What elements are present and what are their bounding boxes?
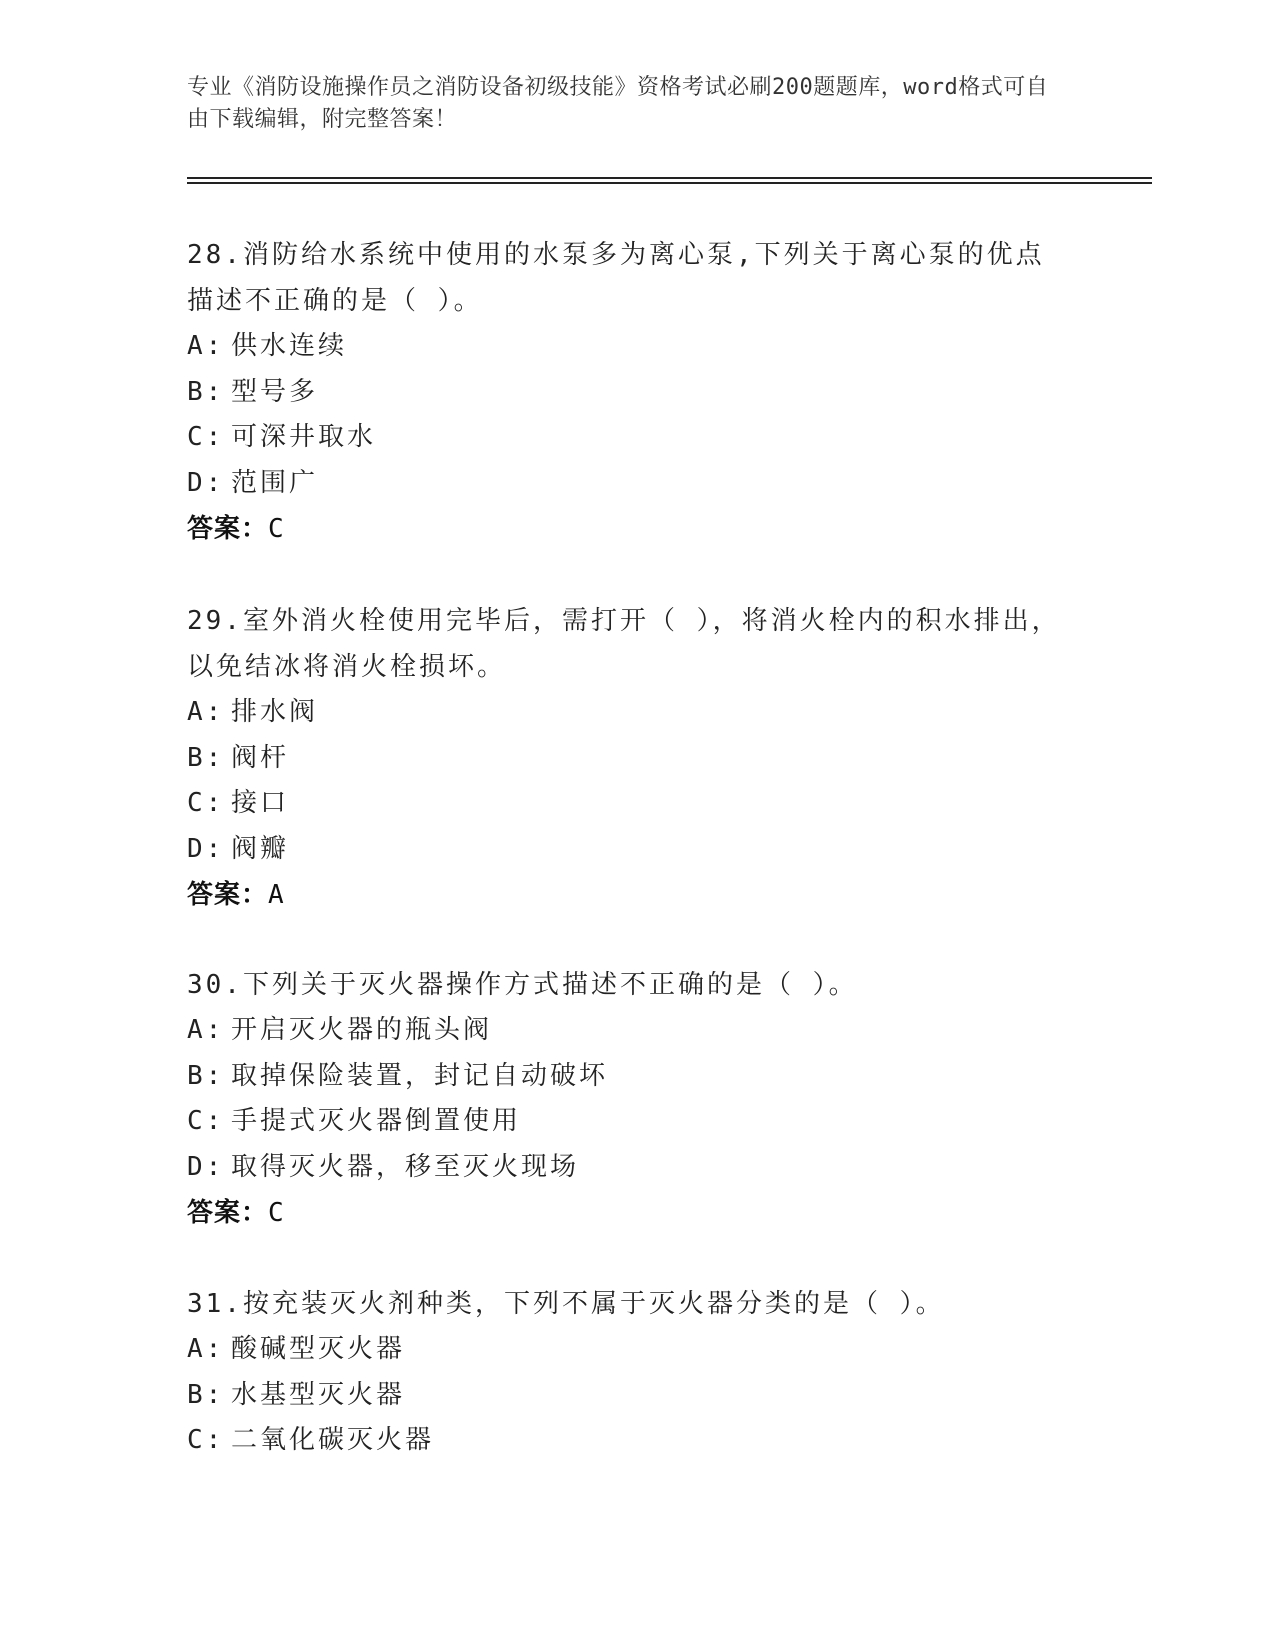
- header-divider-top: [187, 177, 1152, 179]
- answer-line: [187, 1190, 1067, 1236]
- question-stem: 30.下列关于灭火器操作方式描述不正确的是（ ）。: [187, 970, 858, 1000]
- option-text: 供水连续: [231, 331, 348, 361]
- option-a: [187, 1327, 1067, 1373]
- option-list: [187, 1327, 1067, 1464]
- option-d: [187, 1145, 1067, 1191]
- option-d: [187, 827, 1067, 873]
- option-letter: C:: [187, 422, 225, 452]
- option-text: 接口: [231, 788, 290, 818]
- answer-value: C: [268, 1198, 285, 1228]
- question-28: [187, 232, 1067, 552]
- option-text: 手提式灭火器倒置使用: [231, 1106, 522, 1136]
- option-letter: C:: [187, 1425, 225, 1455]
- option-d: [187, 461, 1067, 507]
- option-b: [187, 1373, 1067, 1419]
- option-list: [187, 1008, 1067, 1190]
- question-stem: 31.按充装灭火剂种类，下列不属于灭火器分类的是（ ）。: [187, 1289, 945, 1319]
- option-text: 取得灭火器，移至灭火现场: [231, 1151, 580, 1182]
- option-letter: A:: [187, 1015, 225, 1045]
- option-text: 取掉保险装置，封记自动破坏: [231, 1060, 609, 1091]
- option-letter: D:: [187, 1151, 225, 1182]
- option-text: 二氧化碳灭火器: [231, 1425, 435, 1455]
- answer-value: C: [268, 514, 285, 544]
- option-letter: A:: [187, 1334, 225, 1364]
- question-30: [187, 962, 1067, 1236]
- header-divider-bottom: [187, 182, 1152, 184]
- option-text: 排水阀: [231, 697, 319, 727]
- option-letter: D:: [187, 467, 225, 498]
- answer-label: 答案：: [187, 880, 269, 910]
- option-text: 阀瓣: [231, 833, 290, 864]
- option-a: [187, 690, 1067, 736]
- option-list: [187, 324, 1067, 506]
- option-text: 阀杆: [231, 742, 290, 773]
- option-list: [187, 690, 1067, 872]
- answer-value: A: [268, 880, 285, 910]
- option-letter: C:: [187, 788, 225, 818]
- option-b: [187, 736, 1067, 782]
- option-text: 开启灭火器的瓶头阀: [231, 1015, 493, 1045]
- option-c: [187, 1099, 1067, 1145]
- document-header: 专业《消防设施操作员之消防设备初级技能》资格考试必刷200题题库，word格式可自由下载编辑，附完整答案！: [187, 75, 1049, 132]
- option-letter: A:: [187, 331, 225, 361]
- question-29: [187, 598, 1067, 918]
- option-letter: B:: [187, 376, 225, 407]
- answer-label: 答案：: [187, 1198, 269, 1228]
- answer-line: [187, 872, 1067, 918]
- option-c: [187, 1418, 1067, 1464]
- option-c: [187, 781, 1067, 827]
- option-text: 型号多: [231, 376, 319, 407]
- answer-label: 答案：: [187, 514, 269, 544]
- question-stem: 28.消防给水系统中使用的水泵多为离心泵,下列关于离心泵的优点描述不正确的是（ ）。: [187, 240, 1045, 316]
- option-b: [187, 1054, 1067, 1100]
- option-letter: B:: [187, 742, 225, 773]
- option-letter: C:: [187, 1106, 225, 1136]
- option-letter: B:: [187, 1379, 225, 1410]
- option-b: [187, 370, 1067, 416]
- option-text: 可深井取水: [231, 422, 377, 452]
- answer-line: [187, 506, 1067, 552]
- option-a: [187, 324, 1067, 370]
- option-c: [187, 415, 1067, 461]
- option-letter: A:: [187, 697, 225, 727]
- option-letter: B:: [187, 1060, 225, 1091]
- question-stem: 29.室外消火栓使用完毕后，需打开（ ），将消火栓内的积水排出，以免结冰将消火栓损坏。: [187, 606, 1061, 682]
- option-text: 酸碱型灭火器: [231, 1334, 406, 1364]
- option-letter: D:: [187, 833, 225, 864]
- question-31: [187, 1281, 1067, 1464]
- option-text: 范围广: [231, 467, 319, 498]
- option-text: 水基型灭火器: [231, 1379, 406, 1410]
- option-a: [187, 1008, 1067, 1054]
